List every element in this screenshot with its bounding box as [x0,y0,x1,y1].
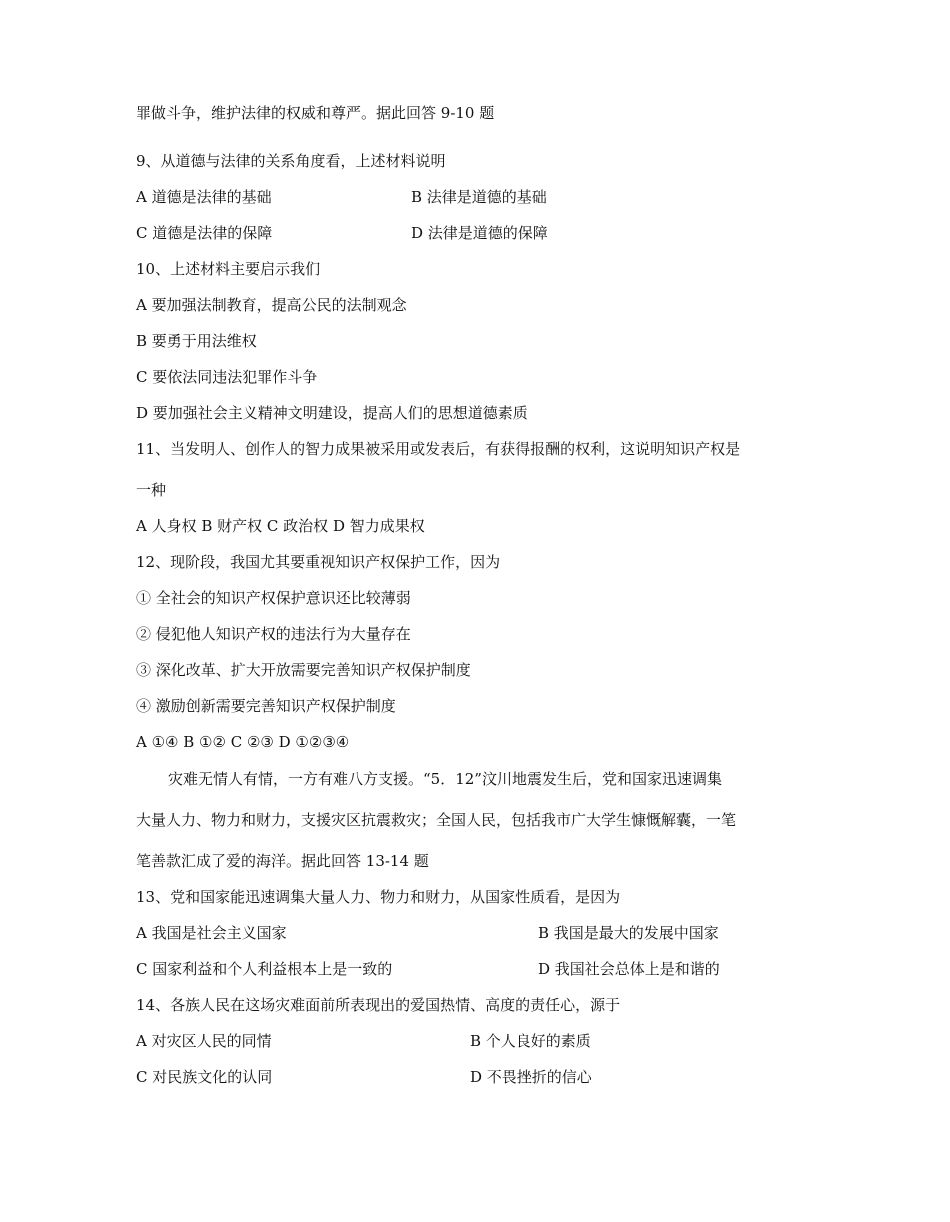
question-14-option-b: B 个人良好的素质 [470,1032,591,1050]
material-2-line-3: 笔善款汇成了爱的海洋。据此回答 13-14 题 [136,852,429,870]
question-9: 9、从道德与法律的关系角度看，上述材料说明 [136,152,446,170]
question-9-option-c: C 道德是法律的保障 [136,224,273,242]
question-12-statement-4: ④ 激励创新需要完善知识产权保护制度 [136,697,396,715]
question-14-option-a: A 对灾区人民的同情 [136,1032,272,1050]
question-10-option-b: B 要勇于用法维权 [136,332,257,350]
question-11-line-1: 11、当发明人、创作人的智力成果被采用或发表后，有获得报酬的权利，这说明知识产权是 [136,440,741,458]
question-9-option-b: B 法律是道德的基础 [411,188,547,206]
question-13-option-b: B 我国是最大的发展中国家 [538,924,719,942]
question-12-statement-3: ③ 深化改革、扩大开放需要完善知识产权保护制度 [136,661,471,679]
question-11-line-2: 一种 [136,481,167,499]
question-10-option-a: A 要加强法制教育，提高公民的法制观念 [136,296,407,314]
question-13-option-d: D 我国社会总体上是和谐的 [538,960,720,978]
question-12: 12、现阶段，我国尤其要重视知识产权保护工作，因为 [136,553,501,571]
question-13: 13、党和国家能迅速调集大量人力、物力和财力，从国家性质看，是因为 [136,888,621,906]
question-10-option-c: C 要依法同违法犯罪作斗争 [136,368,318,386]
question-10: 10、上述材料主要启示我们 [136,260,321,278]
question-9-option-d: D 法律是道德的保障 [411,224,548,242]
question-10-option-d: D 要加强社会主义精神文明建设，提高人们的思想道德素质 [136,404,528,422]
question-13-option-a: A 我国是社会主义国家 [136,924,287,942]
question-14-option-c: C 对民族文化的认同 [136,1068,273,1086]
material-1-tail: 罪做斗争，维护法律的权威和尊严。据此回答 9-10 题 [136,104,495,122]
question-12-statement-2: ② 侵犯他人知识产权的违法行为大量存在 [136,625,411,643]
question-13-option-c: C 国家利益和个人利益根本上是一致的 [136,960,393,978]
question-12-statement-1: ① 全社会的知识产权保护意识还比较薄弱 [136,589,411,607]
question-14-option-d: D 不畏挫折的信心 [470,1068,592,1086]
question-12-options: A ①④ B ①② C ②③ D ①②③④ [136,733,350,751]
question-9-option-a: A 道德是法律的基础 [136,188,272,206]
material-2-line-1: 灾难无情人有情，一方有难八方支援。“5．12”汶川地震发生后，党和国家迅速调集 [168,770,722,788]
question-14: 14、各族人民在这场灾难面前所表现出的爱国热情、高度的责任心，源于 [136,996,621,1014]
question-11-options: A 人身权 B 财产权 C 政治权 D 智力成果权 [136,517,425,535]
material-2-line-2: 大量人力、物力和财力，支援灾区抗震救灾；全国人民，包括我市广大学生慷慨解囊，一笔 [136,811,737,829]
